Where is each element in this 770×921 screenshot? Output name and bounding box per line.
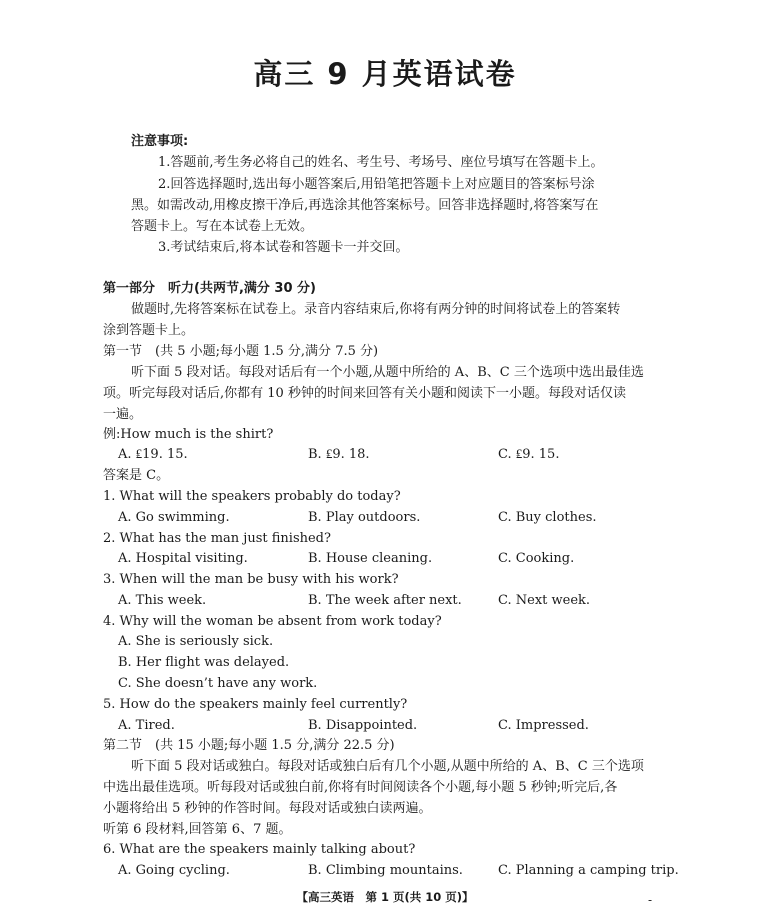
question-2: 2. What has the man just finished?	[103, 531, 331, 546]
section1-instr-2: 项。听完每段对话后,你都有 10 秒钟的时间来回答有关小题和阅读下一小题。每段对话仅读	[103, 386, 626, 401]
q6-option-c: C. Planning a camping trip.	[498, 863, 679, 878]
q5-option-a: A. Tired.	[118, 718, 175, 733]
section1-heading: 第一节 (共 5 小题;每小题 1.5 分,满分 7.5 分)	[103, 344, 379, 359]
question-6: 6. What are the speakers mainly talking about?	[103, 842, 416, 857]
part1-heading: 第一部分 听力(共两节,满分 30 分)	[103, 281, 316, 296]
section2-instr-1: 听下面 5 段对话或独白。每段对话或独白后有几个小题,从题中所给的 A、B、C 三个选项	[131, 759, 644, 774]
q3-option-c: C. Next week.	[498, 593, 591, 608]
q1-option-c: C. Buy clothes.	[498, 510, 597, 525]
notice-line-4: 答题卡上。写在本试卷上无效。	[131, 219, 314, 234]
corner-mark: -	[648, 893, 653, 907]
notice-line-5: 3.考试结束后,将本试卷和答题卡一并交回。	[158, 240, 409, 255]
section1-instr-1: 听下面 5 段对话。每段对话后有一个小题,从题中所给的 A、B、C 三个选项中选出最佳选	[131, 365, 644, 380]
section2-instr-3: 小题将给出 5 秒钟的作答时间。每段对话或独白读两遍。	[103, 801, 432, 816]
page-title: 高三 9 月英语试卷	[253, 57, 517, 91]
part1-intro-1: 做题时,先将答案标在试卷上。录音内容结束后,你将有两分钟的时间将试卷上的答案转	[131, 302, 621, 317]
example-answer: 答案是 C。	[103, 468, 170, 483]
material-6-heading: 听第 6 段材料,回答第 6、7 题。	[103, 822, 292, 837]
q4-option-a: A. She is seriously sick.	[118, 634, 274, 649]
q5-option-c: C. Impressed.	[498, 718, 589, 733]
notice-line-1: 1.答题前,考生务必将自己的姓名、考生号、考场号、座位号填写在答题卡上。	[158, 155, 604, 170]
section1-instr-3: 一遍。	[103, 407, 143, 422]
section2-instr-2: 中选出最佳选项。听每段对话或独白前,你将有时间阅读各个小题,每小题 5 秒钟;听完后,各	[103, 780, 618, 795]
question-4: 4. Why will the woman be absent from work today?	[103, 614, 442, 629]
q6-option-a: A. Going cycling.	[118, 863, 230, 878]
q6-option-b: B. Climbing mountains.	[308, 863, 463, 878]
notice-line-3: 黑。如需改动,用橡皮擦干净后,再选涂其他答案标号。回答非选择题时,将答案写在	[131, 198, 599, 213]
example-option-a: A. ₤19. 15.	[118, 447, 188, 462]
q3-option-b: B. The week after next.	[308, 593, 462, 608]
q1-option-b: B. Play outdoors.	[308, 510, 421, 525]
q4-option-b: B. Her flight was delayed.	[118, 655, 290, 670]
question-3: 3. When will the man be busy with his work?	[103, 572, 399, 587]
q2-option-c: C. Cooking.	[498, 551, 575, 566]
q2-option-a: A. Hospital visiting.	[118, 551, 248, 566]
question-1: 1. What will the speakers probably do today?	[103, 489, 401, 504]
example-option-b: B. ₤9. 18.	[308, 447, 370, 462]
q1-option-a: A. Go swimming.	[118, 510, 230, 525]
q5-option-b: B. Disappointed.	[308, 718, 418, 733]
q2-option-b: B. House cleaning.	[308, 551, 433, 566]
notice-line-2: 2.回答选择题时,选出每小题答案后,用铅笔把答题卡上对应题目的答案标号涂	[158, 177, 595, 192]
q3-option-a: A. This week.	[118, 593, 207, 608]
section2-heading: 第二节 (共 15 小题;每小题 1.5 分,满分 22.5 分)	[103, 738, 395, 753]
part1-intro-2: 涂到答题卡上。	[103, 323, 195, 338]
q4-option-c: C. She doesn’t have any work.	[118, 676, 318, 691]
page-footer: 【高三英语 第 1 页(共 10 页)】	[296, 890, 474, 904]
example-option-c: C. ₤9. 15.	[498, 447, 560, 462]
example-question: 例:How much is the shirt?	[103, 427, 274, 442]
question-5: 5. How do the speakers mainly feel currently?	[103, 697, 408, 712]
notice-heading: 注意事项:	[131, 134, 189, 149]
